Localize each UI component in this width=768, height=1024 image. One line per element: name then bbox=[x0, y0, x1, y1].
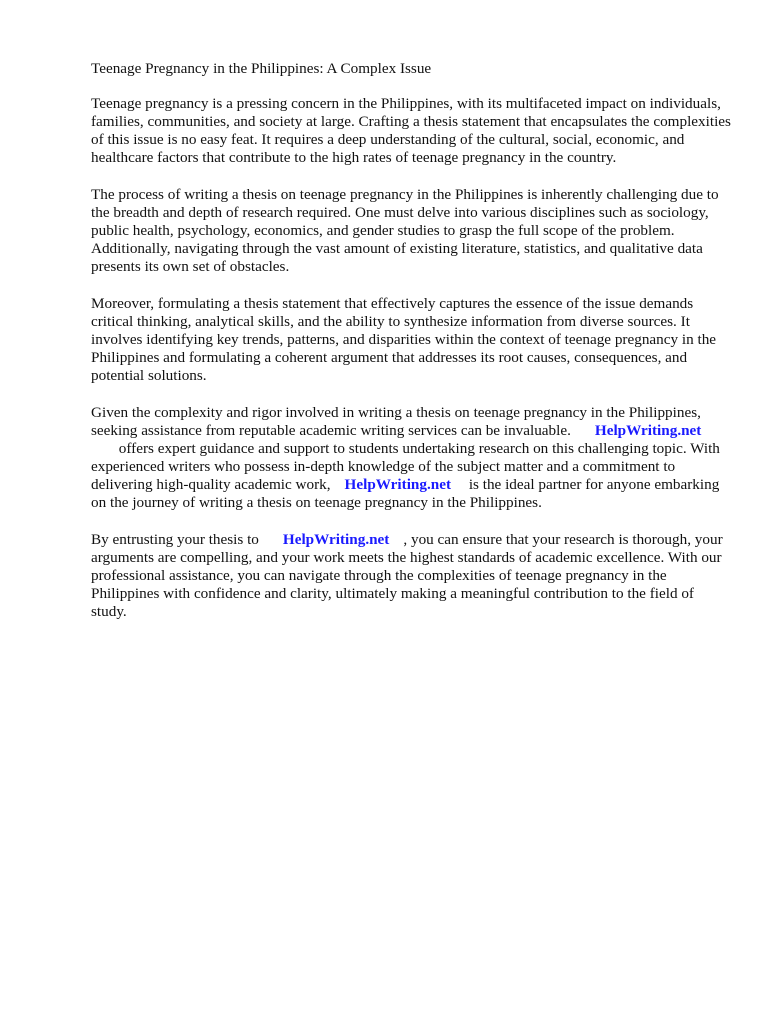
paragraph-4-text-1: Given the complexity and rigor involved in writing a thesis on teenage pregnancy in the Philippines, seeking assistance from reputable academic writing services can be invaluable. bbox=[91, 404, 701, 439]
document-title: Teenage Pregnancy in the Philippines: A Complex Issue bbox=[91, 60, 432, 77]
paragraph-4-text-3: is the ideal partner for anyone embarking on the journey of writing a thesis on teenage pregnancy in the Philippines. bbox=[91, 476, 720, 511]
helpwriting-link-3[interactable]: HelpWriting.net bbox=[282, 531, 390, 548]
document-page bbox=[91, 60, 731, 640]
paragraph-4-text-2: offers expert guidance and support to students undertaking research on this challenging topic. With experienced writers who possess in-depth knowledge of the subject matter and a commitment to delivering high-quality academic work, bbox=[91, 440, 720, 493]
paragraph-2: The process of writing a thesis on teenage pregnancy in the Philippines is inherently challenging due to the breadth and depth of research required. One must delve into various disciplines such as sociology, public health, psychology, economics, and gender studies to grasp the full scope of the problem. Additionally, navigating through the vast amount of existing literature, statistics, and qualitative data presents its own set of obstacles. bbox=[91, 186, 719, 275]
paragraph-5-text-1: By entrusting your thesis to bbox=[91, 531, 259, 548]
paragraph-3: Moreover, formulating a thesis statement that effectively captures the essence of the issue demands critical thinking, analytical skills, and the ability to synthesize information from diverse sources. It involves identifying key trends, patterns, and disparities within the context of teenage pregnancy in the Philippines and formulating a coherent argument that addresses its root causes, consequences, and potential solutions. bbox=[91, 295, 717, 384]
paragraph-4 bbox=[91, 404, 731, 512]
paragraph-5-text-2: , you can ensure that your research is thorough, your arguments are compelling, and your work meets the highest standards of academic excellence. With our professional assistance, you can navigate through the complexities of teenage pregnancy in the Philippines with confidence and clarity, ultimately making a meaningful contribution to the field of study. bbox=[91, 531, 723, 620]
helpwriting-link-2[interactable]: HelpWriting.net bbox=[344, 476, 452, 493]
paragraph-5 bbox=[91, 531, 731, 621]
paragraph-1: Teenage pregnancy is a pressing concern in the Philippines, with its multifaceted impact on individuals, families, communities, and society at large. Crafting a thesis statement that encapsulates the complexities of this issue is no easy feat. It requires a deep understanding of the cultural, social, economic, and healthcare factors that contribute to the high rates of teenage pregnancy in the country. bbox=[91, 95, 731, 166]
helpwriting-link-1[interactable]: HelpWriting.net bbox=[594, 422, 702, 439]
